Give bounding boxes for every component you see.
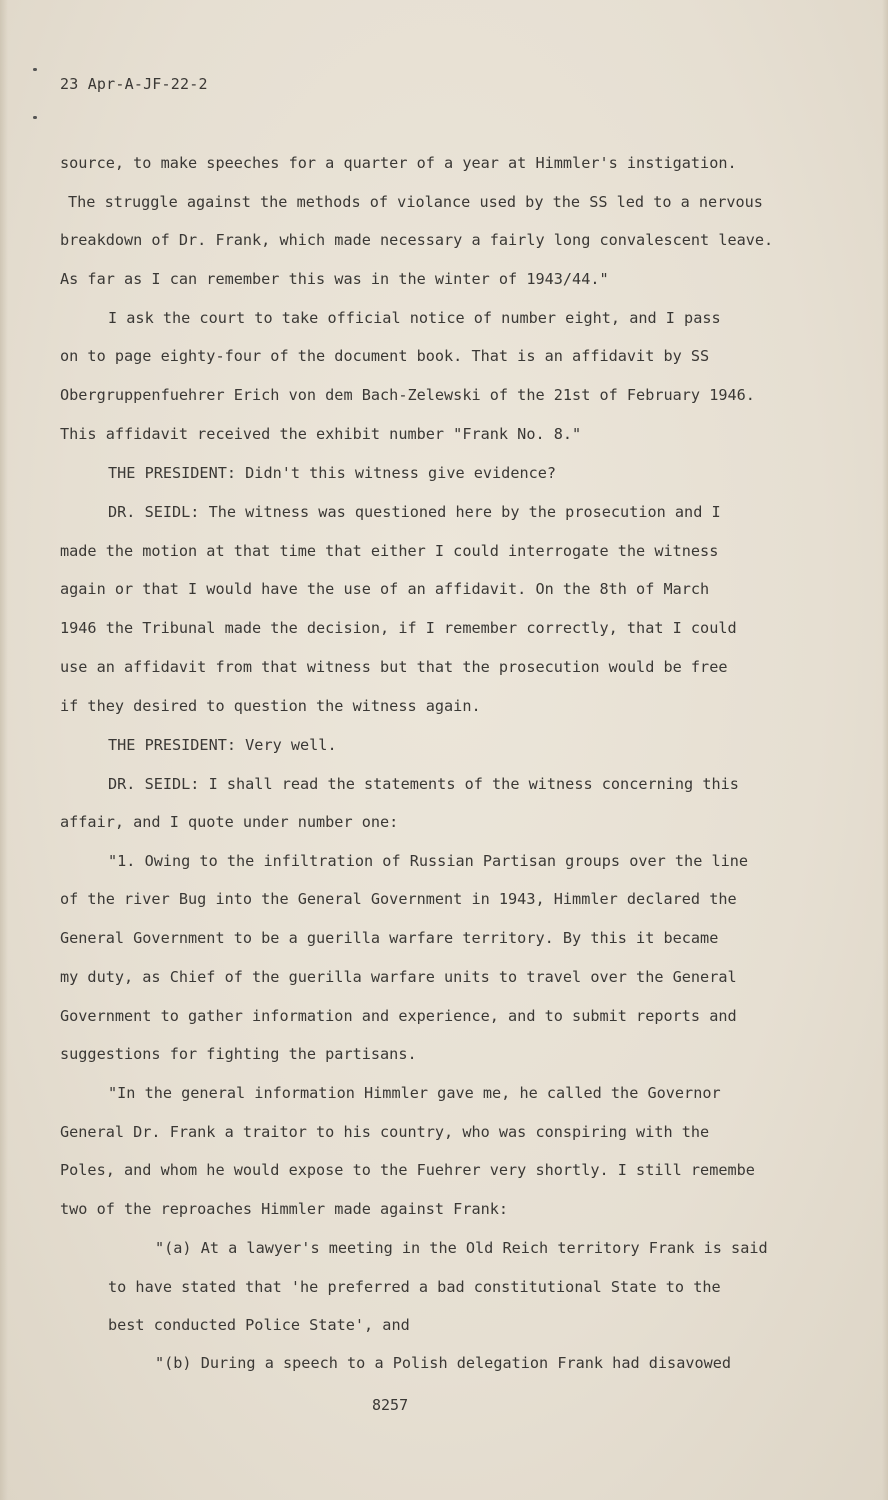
text-line-1: source, to make speeches for a quarter of a year at Himmler's instigation.	[60, 154, 737, 172]
text-line-23: Government to gather information and experience, and to submit reports and	[60, 1007, 737, 1025]
text-line-30: to have stated that 'he preferred a bad constitutional State to the	[108, 1278, 721, 1296]
text-line-10: DR. SEIDL: The witness was questioned here by the prosecution and I	[108, 503, 721, 521]
text-line-11: made the motion at that time that either I could interrogate the witness	[60, 542, 719, 560]
text-line-20: of the river Bug into the General Government in 1943, Himmler declared the	[60, 890, 737, 908]
text-line-14: use an affidavit from that witness but that the prosecution would be free	[60, 658, 728, 676]
text-line-18: affair, and I quote under number one:	[60, 813, 399, 831]
text-line-8: This affidavit received the exhibit number "Frank No. 8."	[60, 425, 582, 443]
text-line-13: 1946 the Tribunal made the decision, if I remember correctly, that I could	[60, 619, 737, 637]
punch-mark-bottom	[33, 116, 37, 119]
text-line-28: two of the reproaches Himmler made against Frank:	[60, 1200, 509, 1218]
document-reference: 23 Apr-A-JF-22-2	[60, 75, 208, 93]
text-line-2: The struggle against the methods of violance used by the SS led to a nervous	[68, 193, 763, 211]
page-number: 8257	[372, 1396, 409, 1414]
text-line-29: "(a) At a lawyer's meeting in the Old Reich territory Frank is said	[155, 1239, 768, 1257]
text-line-21: General Government to be a guerilla warfare territory. By this it became	[60, 929, 719, 947]
text-line-26: General Dr. Frank a traitor to his country, who was conspiring with the	[60, 1123, 710, 1141]
text-line-19: "1. Owing to the infiltration of Russian Partisan groups over the line	[108, 852, 749, 870]
text-line-16: THE PRESIDENT: Very well.	[108, 736, 337, 754]
text-line-5: I ask the court to take official notice of number eight, and I pass	[108, 309, 721, 327]
punch-mark-top	[33, 68, 37, 71]
text-line-32: "(b) During a speech to a Polish delegation Frank had disavowed	[155, 1354, 732, 1372]
text-line-17: DR. SEIDL: I shall read the statements of the witness concerning this	[108, 775, 739, 793]
text-line-3: breakdown of Dr. Frank, which made necessary a fairly long convalescent leave.	[60, 231, 774, 249]
text-line-12: again or that I would have the use of an affidavit. On the 8th of March	[60, 580, 710, 598]
text-line-24: suggestions for fighting the partisans.	[60, 1045, 417, 1063]
text-line-6: on to page eighty-four of the document book. That is an affidavit by SS	[60, 347, 710, 365]
text-line-15: if they desired to question the witness again.	[60, 697, 481, 715]
text-line-27: Poles, and whom he would expose to the Fuehrer very shortly. I still remembe	[60, 1161, 755, 1179]
text-line-25: "In the general information Himmler gave me, he called the Governor	[108, 1084, 721, 1102]
text-line-9: THE PRESIDENT: Didn't this witness give evidence?	[108, 464, 557, 482]
text-line-4: As far as I can remember this was in the winter of 1943/44."	[60, 270, 609, 288]
text-line-22: my duty, as Chief of the guerilla warfare units to travel over the General	[60, 968, 737, 986]
text-line-31: best conducted Police State', and	[108, 1316, 410, 1334]
text-line-7: Obergruppenfuehrer Erich von dem Bach-Zelewski of the 21st of February 1946.	[60, 386, 755, 404]
